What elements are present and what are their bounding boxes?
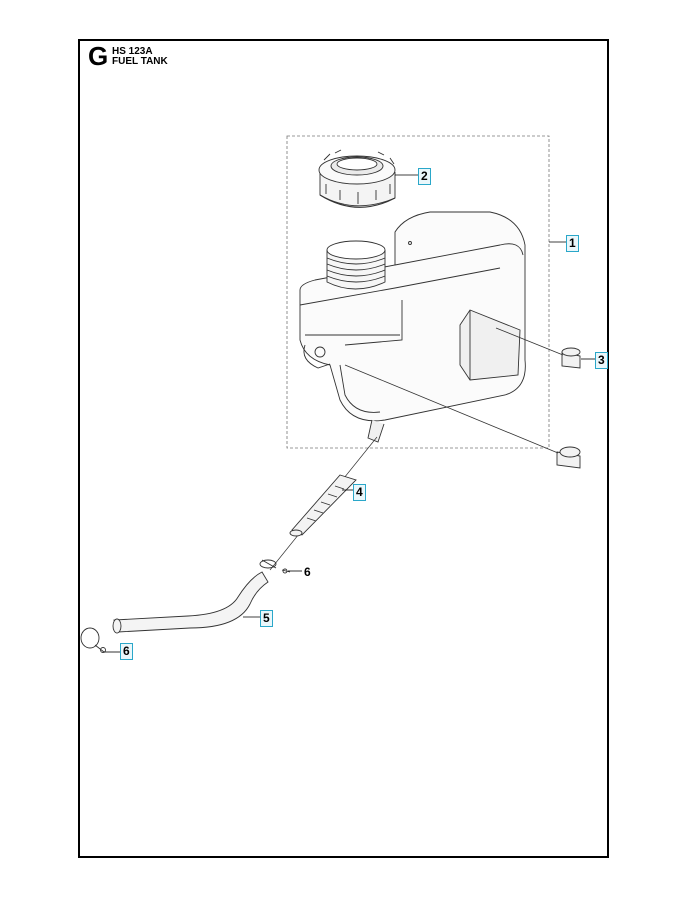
fuel-cap <box>319 150 395 207</box>
fuel-filter <box>290 475 356 536</box>
callout-3[interactable]: 3 <box>595 352 608 369</box>
callout-6-upper[interactable]: 6 <box>304 565 311 579</box>
callout-5[interactable]: 5 <box>260 610 273 627</box>
clip-upper <box>260 560 290 573</box>
fuel-tank <box>300 212 525 442</box>
bolt-lower <box>557 447 580 468</box>
callout-1[interactable]: 1 <box>566 235 579 252</box>
callout-6-lower[interactable]: 6 <box>120 643 133 660</box>
section-letter: G <box>88 41 109 71</box>
fuel-hose <box>113 572 268 633</box>
callout-4[interactable]: 4 <box>353 484 366 501</box>
assembly-title: FUEL TANK <box>112 56 168 67</box>
callout-2[interactable]: 2 <box>418 168 431 185</box>
model-title: HS 123A <box>112 46 153 57</box>
bolt-upper <box>562 348 580 368</box>
clip-lower <box>81 628 106 653</box>
